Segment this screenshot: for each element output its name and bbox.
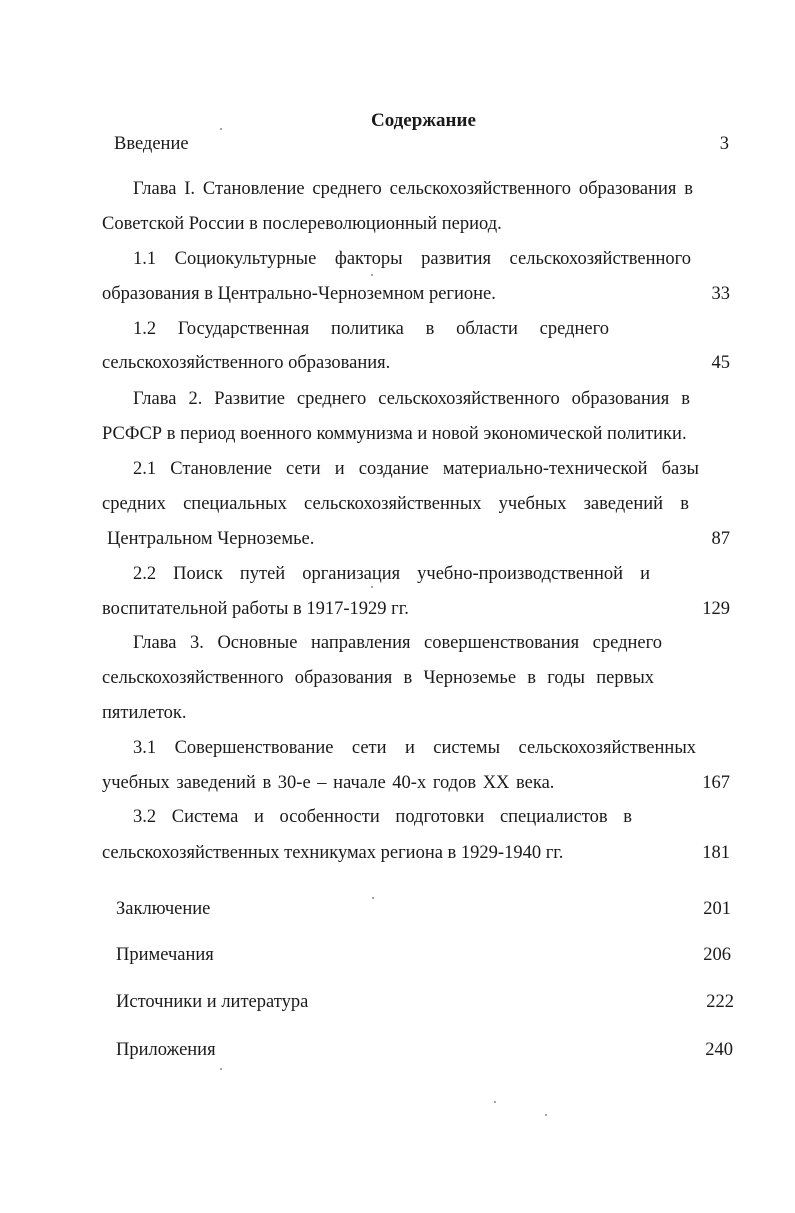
toc-page: 167 (702, 773, 730, 793)
toc-line: сельскохозяйственного образования. (102, 353, 391, 373)
toc-line: сельскохозяйственного образования в Черноземье в годы первых (102, 668, 654, 688)
toc-line: Центральном Черноземье. (107, 529, 315, 549)
toc-line: учебных заведений в 30-е – начале 40-х годов XX века. (102, 773, 555, 793)
toc-line: 2.1 Становление сети и создание материально-технической базы (133, 459, 699, 479)
scan-speck (220, 1068, 222, 1070)
toc-line: сельскохозяйственных техникумах региона в 1929-1940 гг. (102, 843, 564, 863)
toc-line: Глава I. Становление среднего сельскохозяйственного образования в (133, 179, 693, 199)
toc-page: 33 (711, 284, 730, 304)
toc-line: Советской России в послереволюционный период. (102, 214, 502, 234)
toc-label: Источники и литература (116, 992, 309, 1012)
toc-page: 3 (719, 134, 729, 154)
toc-page: 201 (703, 899, 731, 919)
toc-page: 129 (702, 599, 730, 619)
toc-line: 3.1 Совершенствование сети и системы сельскохозяйственных (133, 738, 696, 758)
scan-speck (494, 1101, 496, 1103)
toc-page: 222 (706, 992, 734, 1012)
toc-label: Заключение (116, 899, 211, 919)
toc-line: Глава 3. Основные направления совершенствования среднего (133, 633, 662, 653)
toc-line: образования в Центрально-Черноземном регионе. (102, 284, 496, 304)
toc-line: 3.2 Система и особенности подготовки специалистов в (133, 807, 632, 827)
toc-label: Примечания (116, 945, 214, 965)
toc-line: Глава 2. Развитие среднего сельскохозяйственного образования в (133, 389, 690, 409)
toc-line: пятилеток. (102, 703, 187, 723)
toc-title: Содержание (371, 110, 476, 131)
scan-speck (371, 586, 373, 588)
scan-speck (371, 274, 373, 276)
toc-line: РСФСР в период военного коммунизма и новой экономической политики. (102, 424, 687, 444)
scan-speck (372, 897, 374, 899)
toc-line: 2.2 Поиск путей организация учебно-производственной и (133, 564, 650, 584)
toc-page: 206 (703, 945, 731, 965)
toc-line: воспитательной работы в 1917-1929 гг. (102, 599, 409, 619)
toc-line: 1.1 Социокультурные факторы развития сельскохозяйственного (133, 249, 691, 269)
toc-page: 240 (705, 1040, 733, 1060)
toc-label: Приложения (116, 1040, 216, 1060)
toc-line: 1.2 Государственная политика в области среднего (133, 319, 609, 339)
toc-page: 45 (711, 353, 730, 373)
scan-speck (220, 128, 222, 130)
toc-line: средних специальных сельскохозяйственных учебных заведений в (102, 494, 689, 514)
toc-page: 87 (711, 529, 730, 549)
toc-label: Введение (114, 134, 189, 154)
toc-page: 181 (702, 843, 730, 863)
scan-speck (545, 1114, 547, 1116)
